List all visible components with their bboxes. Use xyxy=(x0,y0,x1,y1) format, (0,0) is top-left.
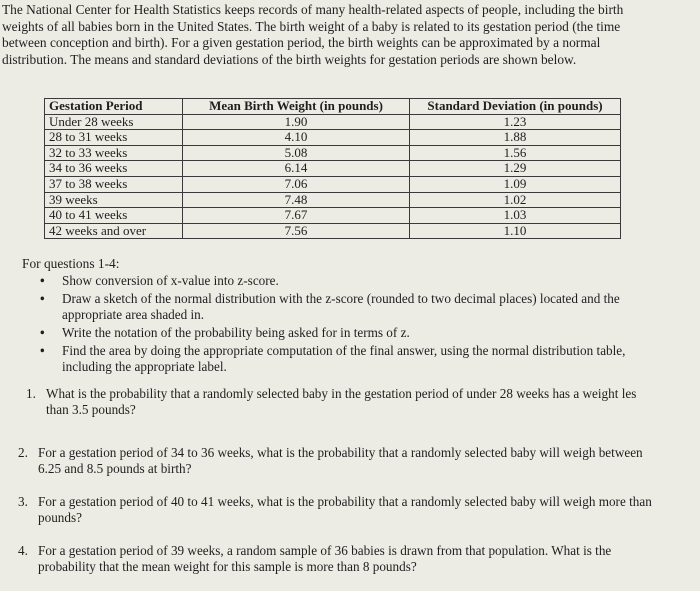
cell-gestation-period: Under 28 weeks xyxy=(45,114,183,130)
question-text: What is the probability that a randomly selected baby in the gestation period of under 28 weeks has a weight les xyxy=(46,386,637,401)
list-item xyxy=(38,325,688,341)
cell-sd: 1.23 xyxy=(410,114,621,130)
instruction-text: Draw a sketch of the normal distribution with the z-score (rounded to two decimal places) located and the xyxy=(62,291,620,306)
table-row xyxy=(45,161,621,177)
cell-mean: 7.48 xyxy=(183,192,410,208)
instruction-text: Write the notation of the probability being asked for in terms of z. xyxy=(62,325,410,340)
question-text: pounds? xyxy=(38,510,82,525)
question-1 xyxy=(26,386,698,418)
bullet-icon: • xyxy=(40,343,45,358)
cell-gestation-period: 34 to 36 weeks xyxy=(45,161,183,177)
intro-line: The National Center for Health Statistics keeps records of many health-related aspects of people, including the birth xyxy=(2,2,624,17)
cell-sd: 1.03 xyxy=(410,208,621,224)
header-standard-deviation: Standard Deviation (in pounds) xyxy=(410,99,621,115)
cell-sd: 1.02 xyxy=(410,192,621,208)
instruction-text: Find the area by doing the appropriate computation of the final answer, using the normal distribution table, xyxy=(62,343,626,358)
list-item xyxy=(38,343,688,375)
question-text: For a gestation period of 34 to 36 weeks, what is the probability that a randomly selected baby will weigh between xyxy=(38,445,643,460)
intro-line: between conception and birth). For a given gestation period, the birth weights can be approximated by a normal xyxy=(2,35,601,50)
table-row xyxy=(45,208,621,224)
cell-mean: 6.14 xyxy=(183,161,410,177)
table-row xyxy=(45,176,621,192)
question-number: 1. xyxy=(26,386,36,401)
question-text: probability that the mean weight for this sample is more than 8 pounds? xyxy=(38,559,417,574)
intro-line: weights of all babies born in the United States. The birth weight of a baby is related to its gestation period (the time xyxy=(2,18,621,34)
table-row xyxy=(45,114,621,130)
list-item xyxy=(38,291,688,323)
question-2 xyxy=(18,445,698,477)
header-mean-birth-weight: Mean Birth Weight (in pounds) xyxy=(183,99,410,115)
cell-gestation-period: 40 to 41 weeks xyxy=(45,208,183,224)
question-number: 4. xyxy=(18,543,28,558)
table-row xyxy=(45,192,621,208)
question-4 xyxy=(18,543,698,575)
instruction-text: including the appropriate label. xyxy=(62,359,227,374)
bullet-icon: • xyxy=(40,291,45,306)
instructions-list xyxy=(38,273,688,377)
cell-mean: 7.67 xyxy=(183,208,410,224)
cell-mean: 4.10 xyxy=(183,130,410,146)
cell-gestation-period: 37 to 38 weeks xyxy=(45,176,183,192)
cell-mean: 7.06 xyxy=(183,176,410,192)
cell-sd: 1.88 xyxy=(410,130,621,146)
intro-paragraph xyxy=(2,2,698,68)
intro-line: distribution. The means and standard deviations of the birth weights for gestation periods are shown below. xyxy=(2,51,577,67)
cell-gestation-period: 28 to 31 weeks xyxy=(45,130,183,146)
table-row xyxy=(45,145,621,161)
cell-mean: 1.90 xyxy=(183,114,410,130)
list-item xyxy=(38,273,688,289)
cell-sd: 1.10 xyxy=(410,223,621,239)
question-text: For a gestation period of 39 weeks, a random sample of 36 babies is drawn from that population. What is the xyxy=(38,543,612,558)
cell-sd: 1.56 xyxy=(410,145,621,161)
bullet-icon: • xyxy=(40,325,45,340)
question-number: 2. xyxy=(18,445,28,460)
cell-gestation-period: 42 weeks and over xyxy=(45,223,183,239)
question-text: For a gestation period of 40 to 41 weeks, what is the probability that a randomly selected baby will weigh more than xyxy=(38,494,652,509)
bullet-icon: • xyxy=(40,273,45,288)
instruction-text: Show conversion of x-value into z-score. xyxy=(62,273,279,288)
header-gestation-period: Gestation Period xyxy=(45,99,183,115)
cell-sd: 1.09 xyxy=(410,176,621,192)
instructions-label: For questions 1-4: xyxy=(22,256,120,271)
table-row xyxy=(45,130,621,146)
cell-mean: 7.56 xyxy=(183,223,410,239)
cell-gestation-period: 32 to 33 weeks xyxy=(45,145,183,161)
table-header-row xyxy=(45,99,621,115)
question-text: 6.25 and 8.5 pounds at birth? xyxy=(38,461,192,476)
instruction-text: appropriate area shaded in. xyxy=(62,307,205,322)
birth-weight-table xyxy=(44,98,621,239)
question-text: than 3.5 pounds? xyxy=(46,402,136,417)
question-3 xyxy=(18,494,698,526)
table-row xyxy=(45,223,621,239)
cell-mean: 5.08 xyxy=(183,145,410,161)
cell-gestation-period: 39 weeks xyxy=(45,192,183,208)
question-number: 3. xyxy=(18,494,28,509)
cell-sd: 1.29 xyxy=(410,161,621,177)
